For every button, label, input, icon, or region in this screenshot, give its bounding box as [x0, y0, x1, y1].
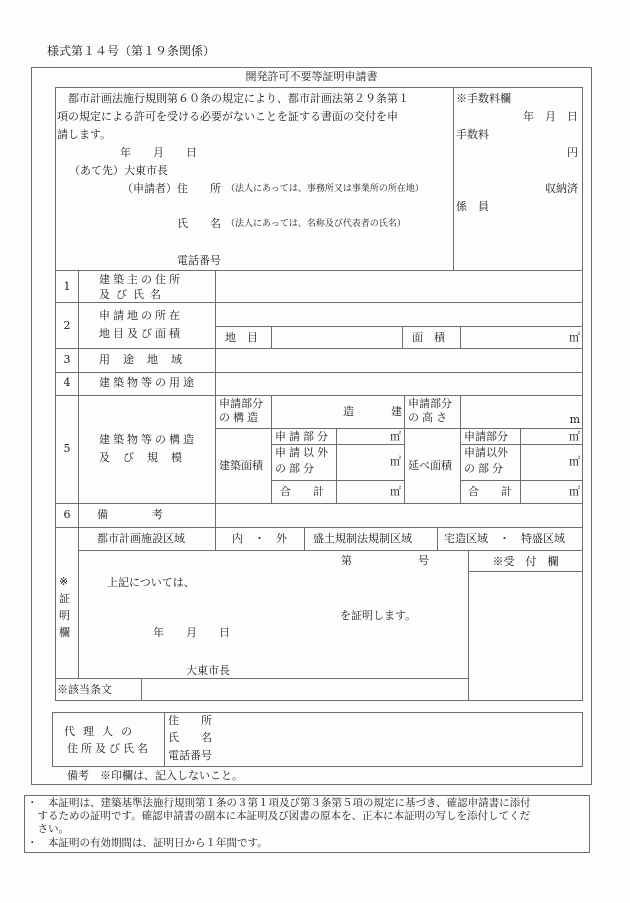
row-label: 建築主の住所: [99, 273, 183, 286]
table-rule: [460, 395, 461, 503]
row-label: 用途地域: [99, 353, 195, 366]
building-area-label: 建築面積: [219, 459, 263, 472]
table-rule: [271, 480, 405, 481]
applicant-phone-label: 電話番号: [177, 254, 221, 267]
city-facility-in-out[interactable]: 内 ・ 外: [232, 532, 287, 545]
article-field: [143, 680, 465, 699]
table-rule: [453, 87, 454, 270]
floor-area-total-field[interactable]: [522, 483, 567, 501]
note-line: するための証明です。確認申請書の副本に本証明及び図書の原本を、正本に本証明の写しを添付してくだ: [27, 810, 531, 822]
embankment-label: 盛土規制法規制区域: [313, 532, 412, 545]
other-part-label: 申請以外: [275, 446, 331, 459]
cert-regarding: 上記については、: [107, 576, 195, 589]
applicant-address-note: （法人にあっては、事務所又は事業所の所在地）: [226, 184, 424, 194]
structure-field[interactable]: [273, 398, 339, 426]
floor-area-label: 延べ面積: [408, 459, 452, 472]
row-number: 6: [63, 508, 71, 521]
cert-date: 年 月 日: [153, 626, 230, 639]
table-rule: [78, 270, 79, 678]
applicant-phone-field[interactable]: [232, 254, 447, 268]
table-rule: [55, 503, 583, 504]
main-table: [55, 87, 583, 701]
table-rule: [437, 527, 438, 550]
row-label: 地目及び面積: [99, 327, 183, 340]
agent-label: 住所及び氏名: [67, 742, 151, 755]
other-part-label: の部分: [464, 462, 506, 475]
table-rule: [336, 428, 337, 503]
struct-ken: 建: [391, 405, 402, 418]
fee-box-title: ※手数料欄: [456, 92, 511, 105]
table-rule: [55, 372, 583, 373]
floor-area-applied-field[interactable]: [522, 430, 567, 443]
total-label: 合 計: [468, 485, 512, 498]
table-rule: [55, 270, 583, 271]
reception-label: ※受 付 欄: [492, 555, 559, 568]
unit: ㎡: [390, 485, 401, 498]
applied-part-label: 申請部分: [464, 430, 508, 443]
floor-area-other-field[interactable]: [522, 447, 567, 477]
unit: ㎡: [390, 455, 401, 468]
struct-zou: 造: [343, 405, 354, 418]
table-rule: [402, 326, 403, 348]
table-rule: [460, 326, 461, 348]
struct-label: 申請部分: [219, 397, 263, 410]
unit: ㎡: [569, 455, 580, 468]
table-rule: [55, 348, 583, 349]
unit: ㎡: [569, 430, 580, 443]
applicant-label: （申請者）: [122, 182, 177, 195]
note-line: ・ 本証明は、建築基準法施行規則第１条の３第１項及び第３条第５項の規定に基づき、確認申請書に添付: [27, 797, 531, 809]
building-use-field[interactable]: [217, 374, 581, 393]
note-line: ・ 本証明の有効期間は、証明日から１年間です。: [27, 837, 268, 849]
land-type-field[interactable]: [273, 328, 400, 346]
cert-number: 第 号: [341, 554, 429, 567]
row-label: 備 考: [97, 508, 163, 521]
applicant-name-field[interactable]: [230, 233, 450, 247]
table-rule: [468, 571, 583, 572]
row-label: 建築物等の用途: [99, 376, 197, 389]
unit: ㎡: [569, 485, 580, 498]
table-rule: [55, 395, 583, 396]
table-rule: [271, 326, 272, 348]
cert-side-label: 欄: [59, 626, 70, 639]
city-facility-label: 都市計画施設区域: [97, 532, 185, 545]
builder-address-name-field[interactable]: [217, 272, 581, 300]
fee-clerk: 係 員: [456, 200, 489, 213]
fee-date: 年 月 日: [523, 110, 578, 123]
addressee: （あて先）大東市長: [69, 164, 168, 177]
remarks-field[interactable]: [217, 505, 581, 525]
other-part-label: 申請以外: [464, 446, 508, 459]
table-rule: [55, 302, 583, 303]
height-label: 申請部分: [408, 397, 452, 410]
application-text-2: 項の規定による許可を受ける必要がないことを証する書面の交付を申: [57, 110, 398, 123]
note-line: さい。: [27, 823, 69, 835]
cert-certify: を証明します。: [340, 609, 417, 622]
embankment-options[interactable]: 宅造区域 ・ 特盛区域: [444, 532, 565, 545]
table-rule: [164, 712, 165, 767]
struct-label: の構造: [219, 411, 261, 424]
agent-name-field[interactable]: [220, 731, 575, 746]
table-rule: [271, 444, 405, 445]
area-unit: ㎡: [569, 331, 580, 344]
table-rule: [55, 527, 583, 528]
table-rule: [460, 444, 583, 445]
table-rule: [78, 550, 583, 551]
row-label: 申請地の所在: [99, 309, 183, 322]
height-unit: m: [569, 413, 580, 426]
building-area-total-field[interactable]: [338, 483, 388, 501]
agent-address-label: 住 所: [168, 714, 212, 727]
building-area-other-field[interactable]: [338, 447, 388, 477]
row-number: 4: [63, 376, 71, 389]
table-rule: [55, 678, 468, 679]
cert-mayor: 大東市長: [186, 664, 230, 677]
cert-side-label: 明: [59, 609, 70, 622]
applicant-name-label: 氏 名: [177, 217, 221, 230]
applicant-address-label: 住 所: [177, 182, 221, 195]
form-number: 様式第１４号（第１９条関係）: [47, 44, 216, 58]
site-location-field[interactable]: [217, 304, 581, 324]
table-rule: [404, 395, 405, 503]
article-label: ※該当条文: [57, 683, 112, 696]
total-label: 合 計: [280, 485, 324, 498]
height-label: の高さ: [408, 411, 450, 424]
land-type-label: 地 目: [225, 331, 258, 344]
row-number: 1: [63, 280, 71, 293]
cert-side-label: 証: [59, 592, 70, 605]
table-rule: [271, 395, 272, 503]
row-label: 及び規模: [99, 451, 195, 464]
form-title: 開発許可不要等証明申請書: [245, 70, 378, 83]
table-rule: [304, 527, 305, 550]
agent-address-field[interactable]: [220, 714, 575, 729]
fee-yen: 円: [567, 146, 578, 159]
cert-side-label: ※: [59, 575, 69, 588]
agent-name-label: 氏 名: [168, 731, 212, 744]
other-part-label: の部分: [275, 462, 317, 475]
applicant-name-note: （法人にあっては、名称及び代表者の氏名）: [226, 219, 406, 229]
agent-phone-field[interactable]: [220, 749, 575, 764]
applicant-address-field[interactable]: [230, 198, 450, 212]
unit: ㎡: [390, 430, 401, 443]
row-number: 2: [63, 319, 71, 332]
table-rule: [215, 270, 216, 550]
row-label: 建築物等の構造: [99, 433, 197, 446]
application-text-3: 請します。: [57, 128, 112, 141]
row-label: 及び氏名: [99, 288, 167, 301]
application-text-1: 都市計画法施行規則第６０条の規定により、都市計画法第２９条第１: [57, 92, 409, 105]
use-zone-field[interactable]: [217, 350, 581, 370]
row-number: 3: [63, 353, 71, 366]
agent-phone-label: 電話番号: [168, 749, 212, 762]
fee-paid: 収納済: [545, 182, 578, 195]
applied-part-label: 申請部分: [275, 430, 331, 443]
fee-label: 手数料: [456, 128, 489, 141]
table-rule: [460, 480, 583, 481]
table-rule: [520, 428, 521, 503]
row-number: 5: [63, 442, 71, 455]
application-date[interactable]: 年 月 日: [120, 146, 197, 159]
area-label: 面 積: [412, 331, 445, 344]
agent-label: 代理人の: [64, 725, 140, 738]
building-area-applied-field[interactable]: [338, 430, 388, 443]
remark-note: 備考 ※印欄は、記入しないこと。: [67, 769, 243, 782]
table-rule: [141, 678, 142, 701]
table-rule: [468, 550, 469, 701]
